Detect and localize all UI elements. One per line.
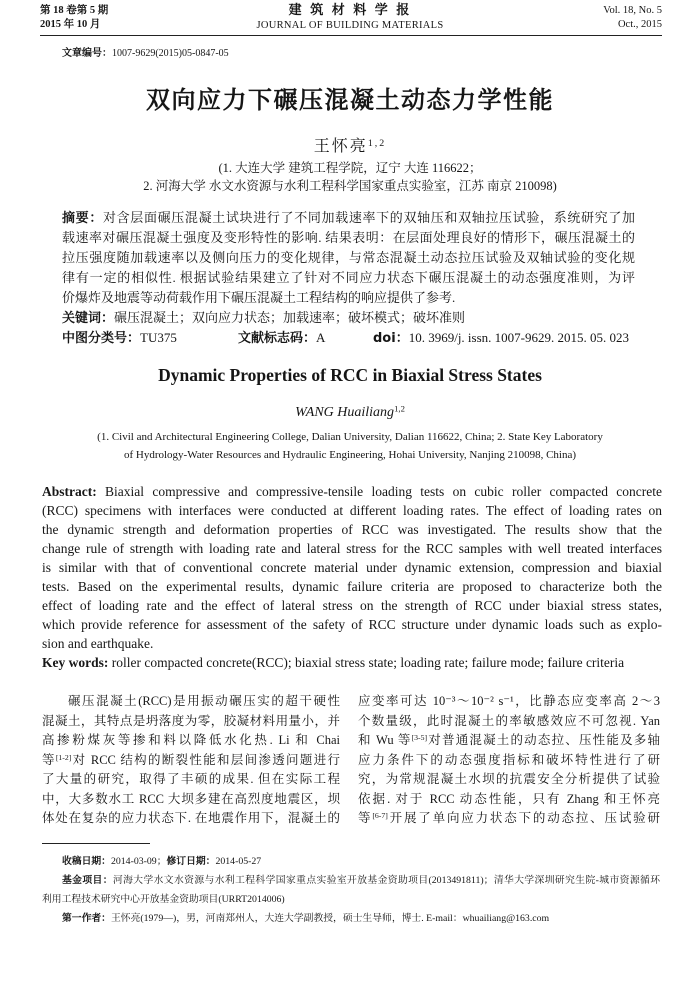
abstract-en: [42, 482, 662, 672]
abstract-en-text: Biaxial compressive and compressive-tensile loading tests on cubic roller compacted concrete: [96, 484, 662, 499]
affiliation-cn-line: (1. 大连大学 建筑工程学院，辽宁 大连 116622；: [218, 161, 482, 175]
author-affiliation-marks-en: 1,2: [394, 403, 405, 414]
footnote-first-author: [62, 909, 549, 928]
author-cn: [0, 136, 700, 158]
citation: [6-7]: [372, 811, 388, 821]
citation: [3-5]: [411, 733, 428, 743]
keywords-en: [42, 653, 662, 672]
body-line: [358, 809, 660, 829]
revised-date: 2014-05-27: [215, 856, 262, 867]
abstract-en-label: Abstract:: [42, 484, 97, 499]
footnote-rule: [42, 843, 150, 844]
affiliations-en: [40, 428, 660, 464]
author-name-en: WANG Huailiang: [295, 405, 395, 420]
clc-value: TU375: [140, 330, 177, 345]
keywords-cn-label: 关键词：: [62, 311, 115, 326]
abstract-cn-line: 载速率对碾压混凝土强度及变形特性的影响. 结果表明：在层面处理良好的情形下，碾压混凝土的: [62, 230, 635, 245]
abstract-en-line: (RCC) specimens with interfaces were conducted at different loading rates. The effect of loading rates on: [42, 503, 662, 518]
journal-name-en: JOURNAL OF BUILDING MATERIALS: [256, 20, 444, 31]
header-right: [603, 4, 662, 32]
body-text: 对普通混凝土的动态拉、压性能及多轴: [427, 733, 660, 747]
doi: [373, 328, 629, 349]
header-date-en: Oct., 2015: [617, 19, 662, 30]
document-code-label: 文献标志码：: [238, 331, 317, 346]
abstract-cn-label: 摘要：: [62, 211, 103, 226]
body-text: 和 Wu 等: [358, 733, 412, 747]
citation: [1-2]: [55, 752, 72, 762]
abstract-cn: [62, 208, 635, 348]
body-line: 应变率可达 10⁻³～10⁻² s⁻¹，比静态应变率高 2～3: [358, 694, 660, 708]
body-line: 体处在复杂的应力状态下. 在地震作用下，混凝土的: [42, 811, 340, 825]
keywords-cn-value: 碾压混凝土；双向应力状态；加载速率；破坏模式；破坏准则: [114, 310, 466, 325]
journal-name-cn: 建 筑 材 料 学 报: [288, 3, 412, 18]
header-journal: [0, 3, 700, 33]
author-affiliation-marks-cn: 1,2: [367, 138, 387, 150]
footnote-funding: [62, 871, 660, 890]
body-line: 究，为常规混凝土水坝的抗震安全分析提供了试验: [358, 772, 660, 786]
abstract-cn-text: 对含层面碾压混凝土试块进行了不同加载速率下的双轴压和双轴拉压试验，系统研究了加: [102, 210, 635, 225]
body-text: 等: [42, 752, 56, 767]
body-column-right: [358, 692, 660, 829]
funding-label: 基金项目：: [62, 875, 113, 886]
footnote-funding-continued: 利用工程技术研究中心开放基金资助项目(URRT2014006): [42, 894, 285, 905]
affiliations-cn: [0, 159, 700, 195]
body-column-left: [42, 692, 340, 829]
received-date: 2014-03-09；: [110, 856, 167, 867]
article-number-value: 1007-9629(2015)05-0847-05: [112, 48, 229, 59]
abstract-cn-line: 拉压强度随加载速率以及侧向压力的变化规律，与常态混凝土动态拉压试验及双轴试验的变化规: [62, 250, 635, 265]
body-line: 混凝土，其特点是坍落度为零，胶凝材料用量小，并: [42, 713, 340, 728]
affiliation-en-line: of Hydrology-Water Resources and Hydraulic Engineering, Hohai University, Nanjing 210098, China): [123, 449, 577, 461]
body-text: 开展了单向应力状态下的动态拉、压试验研: [387, 811, 660, 825]
first-author-label: 第一作者：: [62, 913, 111, 924]
article-number: [62, 47, 229, 61]
author-en: [0, 403, 700, 423]
abstract-en-line: which provide reference for assessment of the safety of RCC structure under dynamic loads such as explo-: [42, 617, 662, 632]
body-line: 应力条件下的动态强度指标和破坏特性进行了研: [358, 752, 660, 767]
clc-label: 中图分类号：: [62, 331, 141, 346]
title-cn: 双向应力下碾压混凝土动态力学性能: [146, 86, 554, 114]
author-name-cn: 王怀亮: [313, 138, 368, 155]
header-issue-cn: 第 18 卷第 5 期: [40, 5, 109, 16]
body-line: 碾压混凝土(RCC)是用振动碾压实的超干硬性: [68, 694, 340, 708]
body-line: 依据. 对于 RCC 动态性能，只有 Zhang 和王怀亮: [358, 791, 660, 806]
document-code: [238, 328, 325, 349]
body-line: 中，大多数水工 RCC 大坝多建在高烈度地震区，坝: [42, 791, 340, 806]
body-line: 高掺粉煤灰等掺和料以降低水化热. Li 和 Chai: [42, 733, 340, 747]
abstract-en-line: is similar with that of conventional concrete material under dynamic extension, compression and biaxial: [42, 560, 662, 575]
abstract-en-line: the dynamic strength and deformation properties of RCC was investigated. The results show that the: [42, 522, 662, 537]
abstract-en-line: effect of loading rate and the effect of lateral stress on the strength of RCC under biaxial stress states,: [42, 598, 662, 613]
doi-label: doi：: [373, 331, 409, 346]
abstract-en-line: [42, 482, 662, 501]
header-date-cn: 2015 年 10 月: [40, 19, 101, 30]
abstract-cn-line: 律有一定的相似性. 根据试验结果建立了针对不同应力状态下碾压混凝土的动态强度准则，为评: [62, 270, 635, 285]
classification-line: [62, 328, 635, 348]
article-number-label: 文章编号：: [62, 48, 112, 59]
keywords-cn: [62, 308, 635, 328]
body-line: [42, 751, 340, 771]
abstract-en-line: tests. Based on the experimental results, dynamic failure criteria are proposed to characterize both the: [42, 579, 662, 594]
body-line: 个数量级，此时混凝土的率敏感效应不可忽视. Yan: [358, 713, 660, 728]
affiliation-en-line: (1. Civil and Architectural Engineering College, Dalian University, Dalian 116622, China; 2. State Key Laboratory: [97, 431, 603, 443]
affiliation-cn-line: 2. 河海大学 水文水资源与水利工程科学国家重点实验室，江苏 南京 210098): [143, 179, 557, 193]
body-line: [358, 731, 660, 751]
abstract-cn-line: 价爆炸及地震等动荷载作用下碾压混凝土工程结构的响应提供了参考.: [62, 290, 456, 305]
clc-number: [62, 328, 177, 349]
footnote-dates: [62, 852, 261, 871]
keywords-en-value: roller compacted concrete(RCC); biaxial stress state; loading rate; failure mode; failure criteria: [108, 655, 625, 670]
funding-text: 河海大学水文水资源与水利工程科学国家重点实验室开放基金资助项目(2013491811)；清华大学深圳研究生院-城市资源循环: [112, 875, 660, 886]
document-code-value: A: [316, 330, 326, 345]
abstract-cn-line: [62, 208, 635, 228]
doi-value: 10. 3969/j. issn. 1007-9629. 2015. 05. 023: [408, 330, 629, 345]
body-text: 等: [358, 811, 373, 825]
header-rule: [40, 35, 662, 36]
body-line: 了大量的研究，取得了丰硕的成果. 但在实际工程: [42, 772, 340, 786]
title-en: Dynamic Properties of RCC in Biaxial Stress States: [158, 365, 542, 385]
header-issue-en: Vol. 18, No. 5: [603, 5, 662, 16]
received-label: 收稿日期：: [62, 856, 111, 867]
revised-label: 修订日期：: [166, 856, 216, 867]
keywords-en-label: Key words:: [42, 655, 109, 670]
abstract-en-line: change rule of strength with loading rate and lateral stress for the RCC samples with well treated interfaces: [42, 541, 662, 556]
first-author-info: 王怀亮(1979—)，男，河南郑州人，大连大学副教授，硕士生导师，博士. E-mail：whuailiang@163.com: [110, 913, 550, 924]
abstract-en-line: sion and earthquake.: [42, 636, 154, 651]
body-text: 对 RCC 结构的断裂性能和层间渗透问题进行: [71, 752, 340, 767]
